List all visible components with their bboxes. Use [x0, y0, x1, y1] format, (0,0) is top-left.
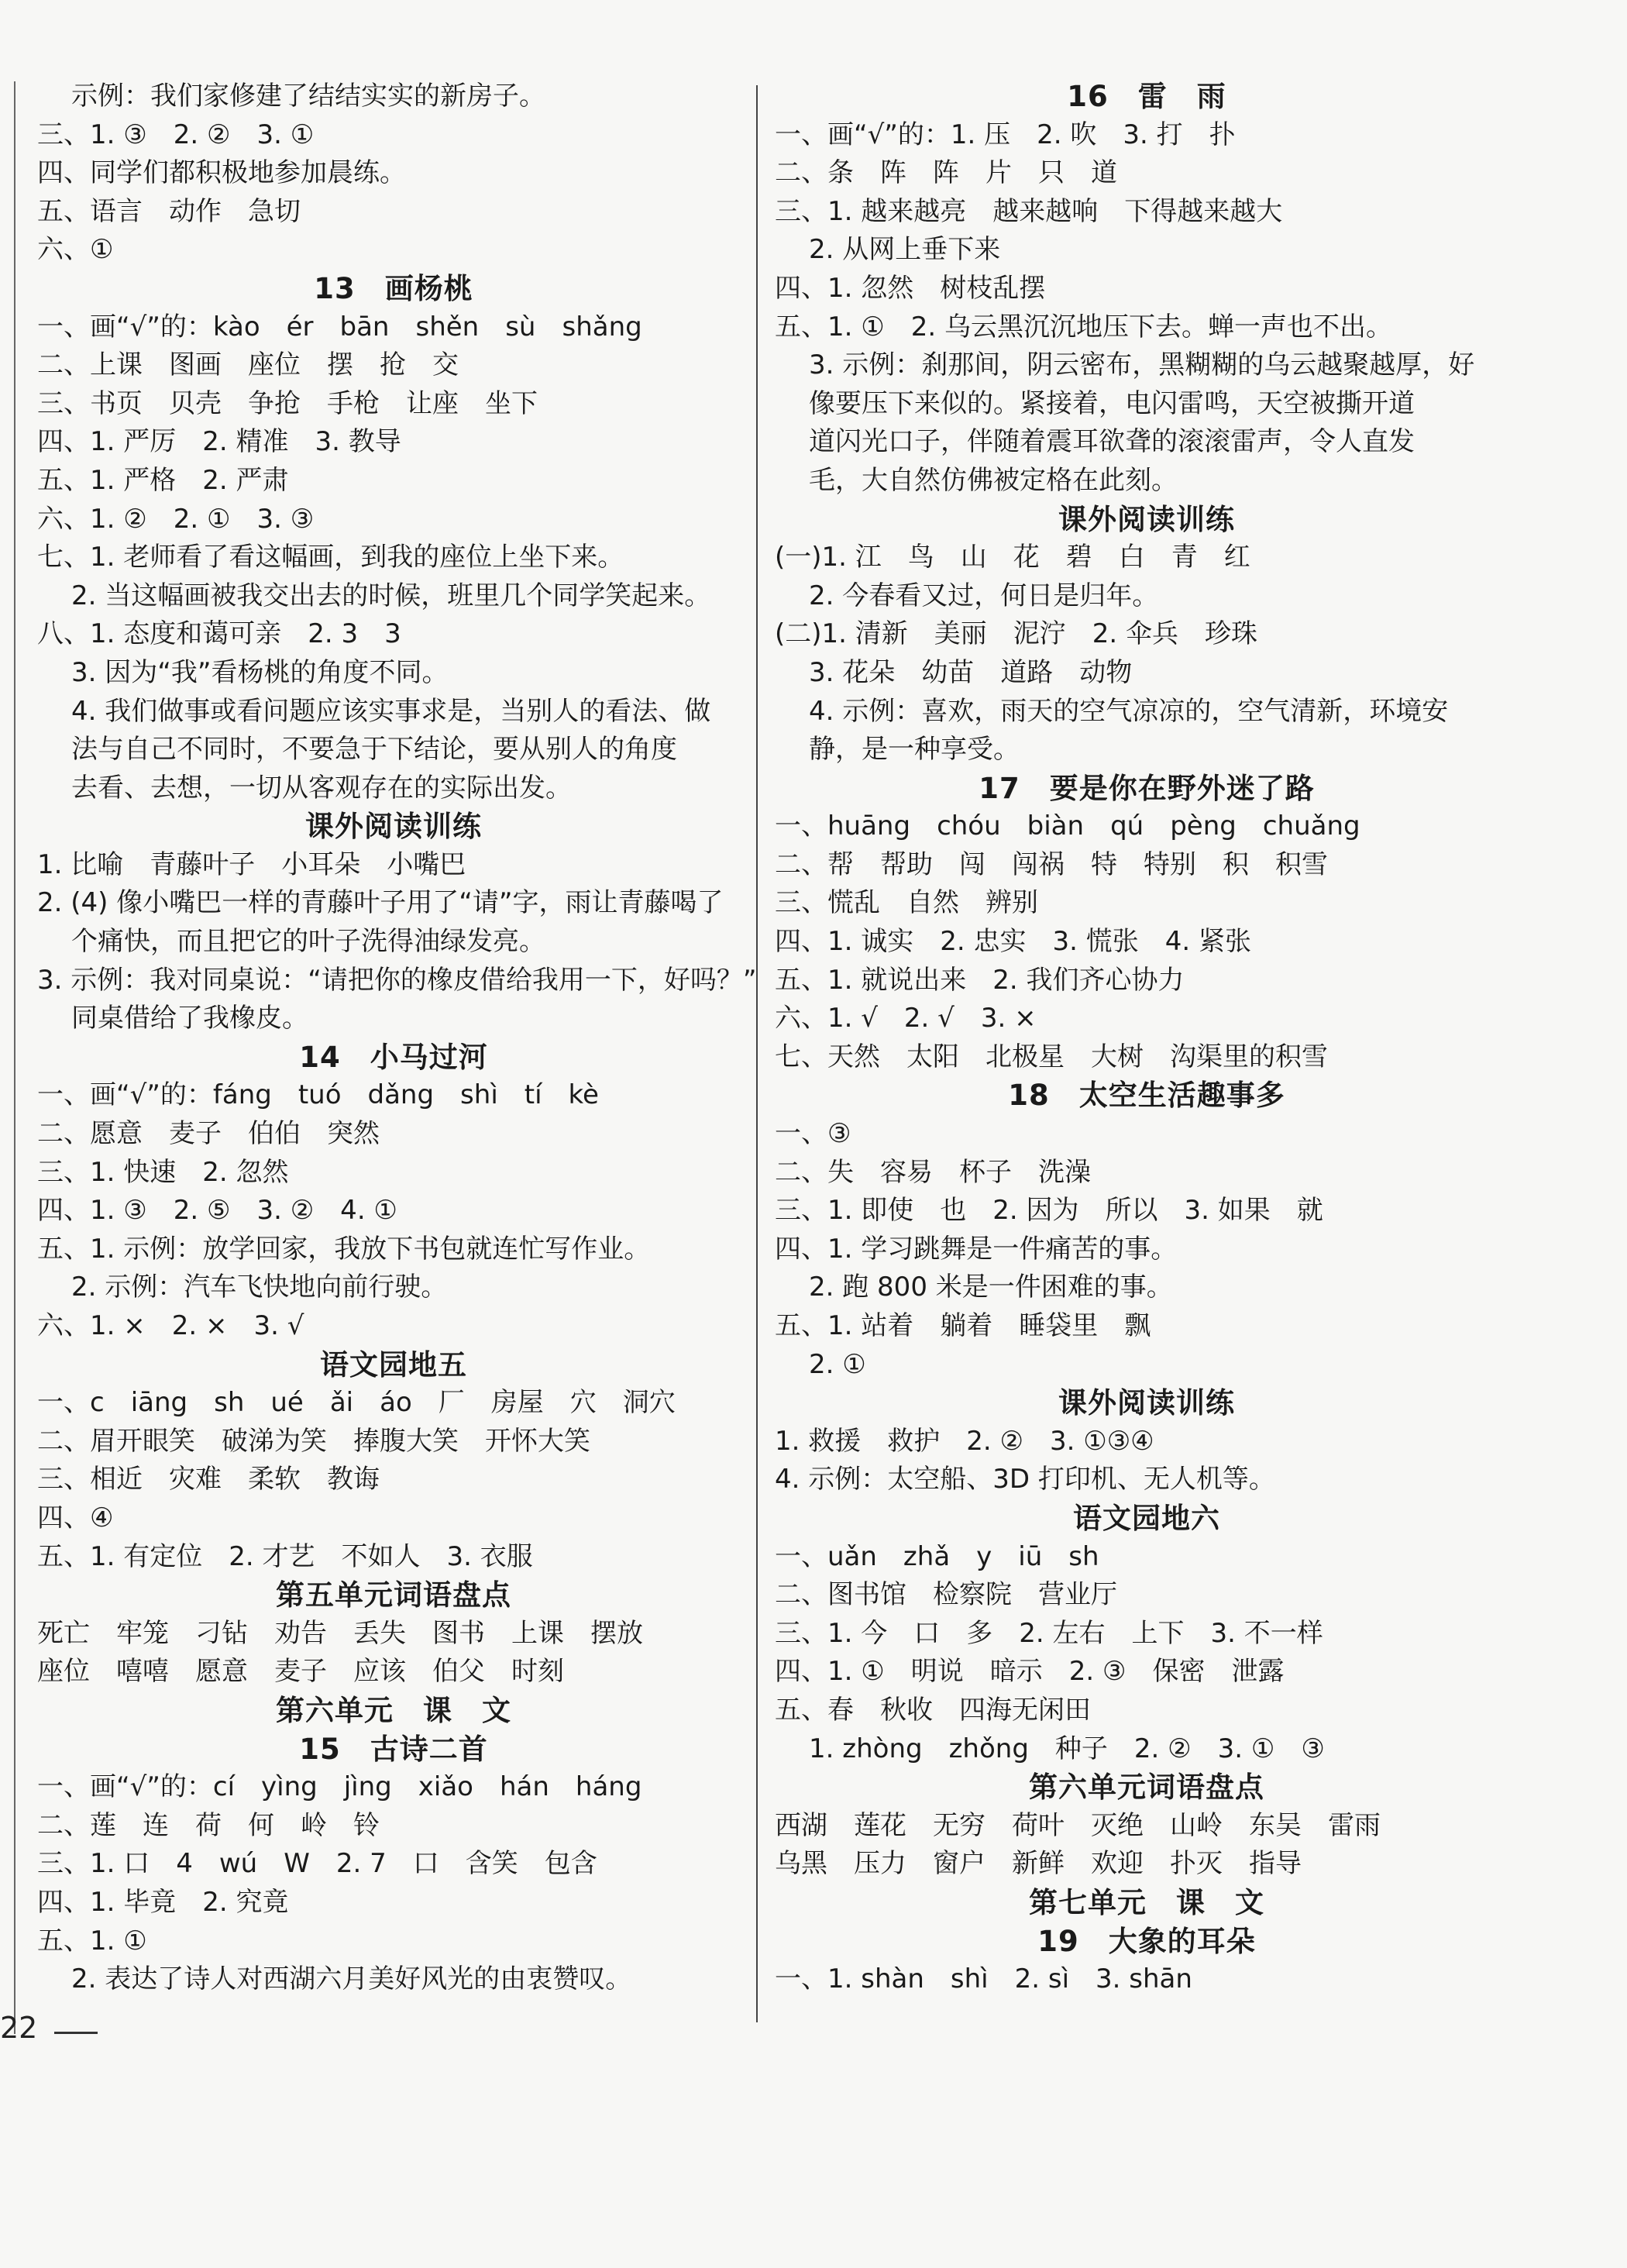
answer-line: 一、画“√”的：fáng tuó dǎng shì tí kè: [37, 1079, 599, 1111]
answer-line: 五、1. 示例：放学回家，我放下书包就连忙写作业。: [37, 1233, 651, 1265]
page-number: 22: [0, 2011, 38, 2045]
answer-line: 四、1. ③ 2. ⑤ 3. ② 4. ①: [37, 1195, 397, 1227]
answer-line: 座位 嘻嘻 愿意 麦子 应该 伯父 时刻: [37, 1656, 564, 1688]
answer-line: 2. 跑 800 米是一件困难的事。: [809, 1272, 1173, 1303]
answer-line: 个痛快，而且把它的叶子洗得油绿发亮。: [71, 926, 545, 958]
section-heading: 17 要是你在野外迷了路: [979, 771, 1315, 805]
answer-line: 五、语言 动作 急切: [37, 195, 301, 227]
answer-line: 三、1. 口 4 wú W 2. 7 口 含笑 包含: [37, 1848, 597, 1880]
answer-line: (二)1. 清新 美丽 泥泞 2. 伞兵 珍珠: [775, 618, 1258, 650]
answer-line: 五、1. 站着 躺着 睡袋里 飘: [775, 1310, 1151, 1341]
answer-line: 四、1. 忽然 树枝乱摆: [775, 272, 1046, 304]
section-heading: 13 画杨桃: [314, 271, 473, 305]
answer-line: 四、同学们都积极地参加晨练。: [37, 157, 406, 189]
answer-line: 2. ①: [809, 1348, 866, 1380]
section-heading: 19 大象的耳朵: [1037, 1924, 1256, 1958]
answer-line: 三、书页 贝壳 争抢 手枪 让座 坐下: [37, 387, 538, 419]
answer-line: 法与自己不同时，不要急于下结论，要从别人的角度: [71, 734, 677, 766]
answer-line: 2. 表达了诗人对西湖六月美好风光的由衷赞叹。: [71, 1963, 632, 1995]
answer-line: 八、1. 态度和蔼可亲 2. 3 3: [37, 618, 401, 650]
section-heading: 课外阅读训练: [1058, 502, 1235, 536]
answer-line: 三、1. ③ 2. ② 3. ①: [37, 119, 315, 150]
answer-line: 七、天然 太阳 北极星 大树 沟渠里的积雪: [775, 1041, 1328, 1072]
answer-line: 二、莲 连 荷 何 岭 铃: [37, 1809, 380, 1841]
page-number-dash: [54, 2032, 98, 2034]
answer-line: 2. 今春看又过，何日是归年。: [809, 580, 1159, 611]
answer-line: 四、1. 严厉 2. 精准 3. 教导: [37, 426, 401, 458]
answer-line: 二、图书馆 检察院 营业厅: [775, 1579, 1117, 1611]
answer-line: 示例：我们家修建了结结实实的新房子。: [71, 81, 545, 112]
answer-line: 2. (4) 像小嘴巴一样的青藤叶子用了“请”字，雨让青藤喝了: [37, 887, 724, 919]
answer-line: 三、1. 快速 2. 忽然: [37, 1156, 289, 1188]
answer-line: 去看、去想，一切从客观存在的实际出发。: [71, 772, 572, 804]
section-heading: 语文园地五: [320, 1347, 467, 1382]
answer-line: 三、1. 越来越亮 越来越响 下得越来越大: [775, 195, 1283, 227]
answer-line: 二、帮 帮助 闯 闯祸 特 特别 积 积雪: [775, 848, 1328, 880]
answer-line: 二、上课 图画 座位 摆 抢 交: [37, 349, 459, 381]
answer-line: 五、春 秋收 四海无闲田: [775, 1694, 1091, 1726]
answer-line: 四、1. 毕竟 2. 究竟: [37, 1886, 289, 1918]
section-heading: 15 古诗二首: [299, 1732, 488, 1766]
answer-line: 像要压下来似的。紧接着，电闪雷鸣，天空被撕开道: [809, 387, 1415, 419]
section-heading: 第五单元词语盘点: [276, 1578, 511, 1612]
answer-line: 1. zhòng zhǒng 种子 2. ② 3. ① ③: [809, 1733, 1325, 1764]
answer-line: 三、1. 今 口 多 2. 左右 上下 3. 不一样: [775, 1617, 1323, 1649]
answer-line: 六、①: [37, 234, 114, 266]
answer-line: 3. 因为“我”看杨桃的角度不同。: [71, 656, 449, 688]
answer-line: 3. 花朵 幼苗 道路 动物: [809, 656, 1133, 688]
answer-line: 4. 我们做事或看问题应该实事求是，当别人的看法、做: [71, 695, 711, 727]
answer-line: 五、1. ①: [37, 1925, 147, 1957]
section-heading: 第六单元 课 文: [276, 1693, 511, 1727]
section-heading: 14 小马过河: [299, 1040, 488, 1074]
answer-line: 五、1. 有定位 2. 才艺 不如人 3. 衣服: [37, 1540, 533, 1572]
answer-line: 四、④: [37, 1502, 114, 1533]
answer-line: 二、条 阵 阵 片 只 道: [775, 157, 1117, 189]
answer-line: 1. 比喻 青藤叶子 小耳朵 小嘴巴: [37, 848, 466, 880]
column-divider: [756, 85, 758, 2022]
answer-line: 死亡 牢笼 刁钻 劝告 丢失 图书 上课 摆放: [37, 1617, 643, 1649]
answer-line: 西湖 莲花 无穷 荷叶 灭绝 山岭 东吴 雷雨: [775, 1809, 1381, 1841]
answer-line: (一)1. 江 鸟 山 花 碧 白 青 红: [775, 542, 1250, 573]
answer-line: 五、1. 就说出来 2. 我们齐心协力: [775, 964, 1185, 996]
answer-line: 三、慌乱 自然 辨别: [775, 887, 1038, 919]
answer-line: 4. 示例：太空船、3D 打印机、无人机等。: [775, 1464, 1275, 1495]
answer-line: 静，是一种享受。: [809, 734, 1020, 766]
section-heading: 16 雷 雨: [1067, 80, 1226, 113]
answer-line: 五、1. 严格 2. 严肃: [37, 464, 289, 496]
answer-line: 六、1. × 2. × 3. √: [37, 1310, 304, 1341]
answer-line: 二、失 容易 杯子 洗澡: [775, 1156, 1091, 1188]
answer-line: 四、1. 学习跳舞是一件痛苦的事。: [775, 1233, 1178, 1265]
answer-line: 同桌借给了我橡皮。: [71, 1003, 308, 1034]
answer-line: 一、1. shàn shì 2. sì 3. shān: [775, 1963, 1192, 1995]
answer-line: 四、1. 诚实 2. 忠实 3. 慌张 4. 紧张: [775, 926, 1251, 958]
answer-line: 一、huāng chóu biàn qú pèng chuǎng: [775, 810, 1360, 842]
answer-line: 一、c iāng sh ué ǎi áo 厂 房屋 穴 洞穴: [37, 1387, 676, 1419]
left-margin-rule: [14, 81, 15, 2034]
section-heading: 课外阅读训练: [305, 810, 482, 844]
answer-line: 乌黑 压力 窗户 新鲜 欢迎 扑灭 指导: [775, 1848, 1302, 1880]
section-heading: 18 太空生活趣事多: [1008, 1079, 1285, 1113]
answer-line: 2. 从网上垂下来: [809, 234, 1001, 266]
answer-line: 二、眉开眼笑 破涕为笑 捧腹大笑 开怀大笑: [37, 1425, 590, 1457]
answer-line: 一、画“√”的：kào ér bān shěn sù shǎng: [37, 311, 642, 342]
answer-line: 道闪光口子，伴随着震耳欲聋的滚滚雷声，令人直发: [809, 426, 1415, 458]
answer-line: 七、1. 老师看了看这幅画，到我的座位上坐下来。: [37, 542, 624, 573]
answer-line: 三、相近 灾难 柔软 教诲: [37, 1464, 380, 1495]
answer-line: 毛，大自然仿佛被定格在此刻。: [809, 464, 1178, 496]
answer-line: 六、1. √ 2. √ 3. ×: [775, 1003, 1037, 1034]
section-heading: 第六单元词语盘点: [1029, 1771, 1264, 1805]
answer-line: 一、③: [775, 1118, 851, 1150]
right-column: [775, 77, 1596, 1999]
answer-line: 五、1. ① 2. 乌云黑沉沉地压下去。蝉一声也不出。: [775, 311, 1392, 342]
answer-line: 2. 示例：汽车飞快地向前行驶。: [71, 1272, 448, 1303]
section-heading: 课外阅读训练: [1058, 1386, 1235, 1420]
left-column: [37, 77, 757, 1999]
answer-line: 四、1. ① 明说 暗示 2. ③ 保密 泄露: [775, 1656, 1285, 1688]
answer-line: 二、愿意 麦子 伯伯 突然: [37, 1118, 380, 1150]
answer-line: 一、uǎn zhǎ y iū sh: [775, 1540, 1099, 1572]
answer-line: 3. 示例：我对同桌说：“请把你的橡皮借给我用一下，好吗？”: [37, 964, 757, 996]
answer-line: 1. 救援 救护 2. ② 3. ①③④: [775, 1425, 1154, 1457]
answer-line: 六、1. ② 2. ① 3. ③: [37, 503, 315, 535]
answer-line: 一、画“√”的：cí yìng jìng xiǎo hán háng: [37, 1771, 642, 1803]
section-heading: 第七单元 课 文: [1029, 1885, 1264, 1919]
answer-line: 一、画“√”的：1. 压 2. 吹 3. 打 扑: [775, 119, 1236, 150]
answer-line: 4. 示例：喜欢，雨天的空气凉凉的，空气清新，环境安: [809, 695, 1449, 727]
answer-line: 3. 示例：刹那间，阴云密布，黑糊糊的乌云越聚越厚，好: [809, 349, 1475, 381]
section-heading: 语文园地六: [1073, 1501, 1220, 1535]
answer-line: 三、1. 即使 也 2. 因为 所以 3. 如果 就: [775, 1195, 1323, 1227]
answer-line: 2. 当这幅画被我交出去的时候，班里几个同学笑起来。: [71, 580, 711, 611]
